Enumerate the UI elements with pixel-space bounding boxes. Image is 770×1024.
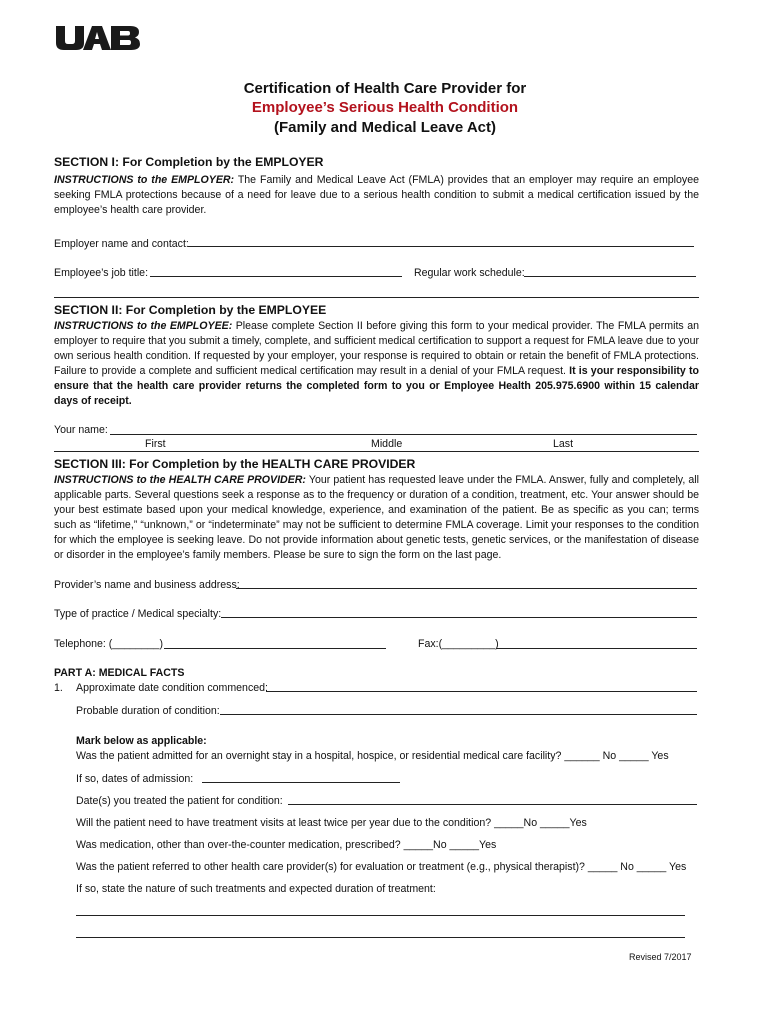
work-schedule-field[interactable] xyxy=(524,276,696,277)
employer-name-field[interactable] xyxy=(188,246,694,247)
overnight-question[interactable]: Was the patient admitted for an overnight stay in a hospital, hospice, or residential medical care facility? ______ No _____ Yes xyxy=(76,750,669,762)
section1-instr-text: The Family and Medical Leave Act (FMLA) provides that an employer may require an employee seeking FMLA protections because of a need for leave due to a serious health condition to submit a medical certification issued by the employee’s health care provider. xyxy=(54,174,700,216)
treated-dates-field[interactable] xyxy=(288,804,697,805)
employer-name-label: Employer name and contact: xyxy=(54,238,189,250)
section1-instr-label: INSTRUCTIONS to the EMPLOYER: xyxy=(54,174,235,186)
section1-divider xyxy=(54,297,699,298)
question-1-number: 1. xyxy=(54,682,63,694)
treatment-visits-question[interactable]: Will the patient need to have treatment visits at least twice per year due to the condition? _____No _____Yes xyxy=(76,817,587,829)
section2-instructions xyxy=(54,319,699,409)
practice-label: Type of practice / Medical specialty: xyxy=(54,608,222,620)
last-name-label: Last xyxy=(553,438,574,450)
section3-heading: SECTION III: For Completion by the HEALTH CARE PROVIDER xyxy=(54,457,416,471)
telephone-label: Telephone: (________) xyxy=(54,638,163,650)
uab-logo xyxy=(56,26,140,50)
middle-name-label: Middle xyxy=(371,438,403,450)
mark-applicable-heading: Mark below as applicable: xyxy=(76,735,207,747)
section2-instr-bold: It is your responsibility to ensure that the health care provider returns the completed form to you or Employee Health 205.975.6900 within 15 calendar days of receipt. xyxy=(54,365,699,407)
treatment-nature-label: If so, state the nature of such treatments and expected duration of treatment: xyxy=(76,883,436,895)
your-name-label: Your name: xyxy=(54,424,108,436)
section1-heading: SECTION I: For Completion by the EMPLOYER xyxy=(54,155,324,169)
admission-dates-field[interactable] xyxy=(202,782,400,783)
form-act-title: (Family and Medical Leave Act) xyxy=(273,119,496,136)
provider-name-field[interactable] xyxy=(236,588,697,589)
treatment-nature-line-1[interactable] xyxy=(76,915,685,916)
treatment-nature-line-2[interactable] xyxy=(76,937,685,938)
duration-field[interactable] xyxy=(220,714,697,715)
section2-divider xyxy=(54,451,699,452)
duration-label: Probable duration of condition: xyxy=(76,705,220,717)
section3-instr-label: INSTRUCTIONS to the HEALTH CARE PROVIDER: xyxy=(54,474,306,486)
form-subtitle: Employee’s Serious Health Condition xyxy=(251,99,519,116)
work-schedule-label: Regular work schedule: xyxy=(414,267,525,279)
provider-name-label: Provider’s name and business address: xyxy=(54,579,240,591)
condition-date-label: Approximate date condition commenced: xyxy=(76,682,268,694)
form-title: Certification of Health Care Provider for xyxy=(243,80,527,97)
first-name-label: First xyxy=(145,438,166,450)
fax-field[interactable] xyxy=(496,648,697,649)
section3-instructions xyxy=(54,473,699,563)
section3-instr-text: Your patient has requested leave under the FMLA. Answer, fully and completely, all applicable parts. Several questions seek a response as to the frequency or duration of a condition, treatment, etc. Your answer should be your best estimate based upon your medical knowledge, experience, and examination of the patient. Be as specific as you can; terms such as “lifetime,” “unknown,” or “indeterminate” may not be sufficient to determine FMLA coverage. Limit your responses to the condition for which the employee is seeking leave. Do not provide information about genetic tests, genetic services, or the manifestation of disease or disorder in the employee’s family members. Please be sure to sign the form on the last page. xyxy=(54,474,699,561)
condition-date-field[interactable] xyxy=(266,691,697,692)
medication-question[interactable]: Was medication, other than over-the-counter medication, prescribed? _____No _____Yes xyxy=(76,839,497,851)
section2-instr-text: Please complete Section II before giving this form to your medical provider. The FMLA permits an employer to require that you submit a timely, complete, and sufficient medical certification to support a request for FMLA leave due to your own serious health condition. If requested by your employer, your response is required to obtain or retain the benefit of FMLA protections. Failure to provide a complete and sufficient medical certification may result in a denial of your FMLA request. xyxy=(54,320,699,377)
referral-question[interactable]: Was the patient referred to other health care provider(s) for evaluation or treatment (e.g., physical therapist)? _____ No _____ Yes xyxy=(76,861,687,873)
uab-logo-mark xyxy=(56,26,140,50)
telephone-field[interactable] xyxy=(164,648,386,649)
job-title-label: Employee’s job title: xyxy=(54,267,149,279)
practice-field[interactable] xyxy=(221,617,697,618)
fax-label: Fax:(_________) xyxy=(418,638,499,650)
section1-instructions xyxy=(54,173,699,218)
admission-dates-label: If so, dates of admission: xyxy=(76,773,194,785)
part-a-heading: PART A: MEDICAL FACTS xyxy=(54,667,185,679)
job-title-field[interactable] xyxy=(150,276,402,277)
revised-date: Revised 7/2017 xyxy=(629,952,692,962)
treated-dates-label: Date(s) you treated the patient for condition: xyxy=(76,795,283,807)
your-name-field[interactable] xyxy=(110,434,697,435)
section2-instr-label: INSTRUCTIONS to the EMPLOYEE: xyxy=(54,320,233,332)
section2-heading: SECTION II: For Completion by the EMPLOYEE xyxy=(54,303,327,317)
